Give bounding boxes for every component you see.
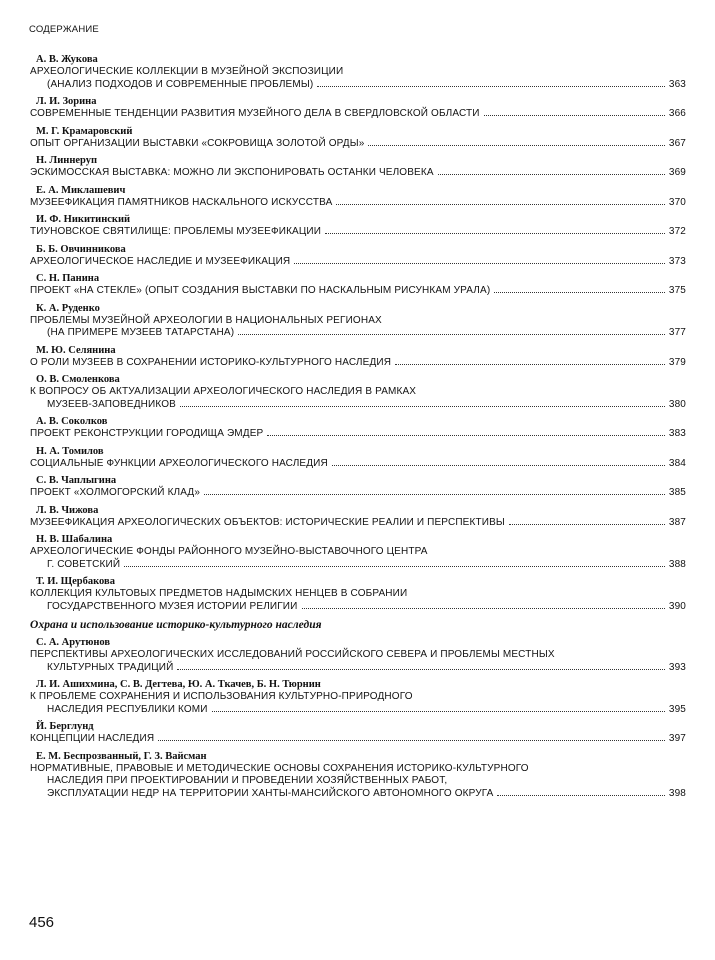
- entry-page-number: 384: [668, 457, 686, 469]
- entry-title-line: [30, 601, 686, 614]
- toc-entry: [30, 534, 686, 571]
- toc-entry: [30, 214, 686, 239]
- entry-title-text: ГОСУДАРСТВЕННОГО МУЗЕЯ ИСТОРИИ РЕЛИГИИ: [47, 600, 298, 612]
- entry-title-text: ЭКСПЛУАТАЦИИ НЕДР НА ТЕРРИТОРИИ ХАНТЫ-МАНСИЙСКОГО АВТОНОМНОГО ОКРУГА: [47, 787, 494, 799]
- dot-leader: [317, 86, 665, 87]
- dot-leader: [238, 334, 665, 335]
- dot-leader: [509, 524, 665, 525]
- entry-page-number: 366: [668, 108, 686, 119]
- dot-leader: [180, 406, 665, 407]
- entry-page-number: 385: [668, 487, 686, 498]
- dot-leader: [494, 292, 665, 293]
- entry-authors: Н. В. Шабалина: [36, 534, 113, 545]
- entry-page-number: 387: [668, 516, 686, 528]
- entry-title-line: [30, 559, 686, 572]
- dot-leader: [368, 145, 664, 146]
- toc-entry: [30, 345, 686, 370]
- entry-title-text: ПРОЕКТ РЕКОНСТРУКЦИИ ГОРОДИЩА ЭМДЕР: [30, 428, 264, 439]
- entry-title-text: МУЗЕЕВ-ЗАПОВЕДНИКОВ: [47, 398, 176, 410]
- table-of-contents: [30, 54, 686, 805]
- entry-page-number: 390: [668, 600, 686, 612]
- toc-entry: [30, 751, 686, 801]
- entry-title-text: О РОЛИ МУЗЕЕВ В СОХРАНЕНИИ ИСТОРИКО-КУЛЬТУРНОГО НАСЛЕДИЯ: [30, 356, 392, 368]
- entry-title-line: [30, 399, 686, 412]
- entry-title-line: ПЕРСПЕКТИВЫ АРХЕОЛОГИЧЕСКИХ ИССЛЕДОВАНИЙ РОССИЙСКОГО СЕВЕРА И ПРОБЛЕМЫ МЕСТНЫХ: [30, 649, 555, 660]
- entry-title-text: (НА ПРИМЕРЕ МУЗЕЕВ ТАТАРСТАНА): [47, 327, 235, 338]
- entry-page-number: 372: [668, 226, 686, 237]
- entry-title-line: АРХЕОЛОГИЧЕСКИЕ КОЛЛЕКЦИИ В МУЗЕЙНОЙ ЭКСПОЗИЦИИ: [30, 66, 344, 77]
- section-title: Охрана и использование историко-культурного наследия: [30, 619, 322, 631]
- entry-authors: Л. В. Чижова: [36, 504, 99, 516]
- toc-entry: [30, 155, 686, 180]
- running-header: СОДЕРЖАНИЕ: [29, 24, 99, 35]
- dot-leader: [484, 115, 665, 116]
- entry-authors: Л. И. Зорина: [36, 96, 97, 107]
- entry-title-text: ТИУНОВСКОЕ СВЯТИЛИЩЕ: ПРОБЛЕМЫ МУЗЕЕФИКАЦИИ: [30, 226, 322, 237]
- entry-title-text: КУЛЬТУРНЫХ ТРАДИЦИЙ: [47, 661, 174, 673]
- entry-title-line: НАСЛЕДИЯ ПРИ ПРОЕКТИРОВАНИИ И ПРОВЕДЕНИИ ХОЗЯЙСТВЕННЫХ РАБОТ,: [47, 775, 448, 786]
- entry-title-text: НАСЛЕДИЯ РЕСПУБЛИКИ КОМИ: [47, 703, 208, 715]
- entry-authors: Й. Берглунд: [36, 721, 94, 732]
- entry-title-line: [30, 704, 686, 717]
- entry-title-text: МУЗЕЕФИКАЦИЯ ПАМЯТНИКОВ НАСКАЛЬНОГО ИСКУССТВА: [30, 196, 333, 208]
- entry-page-number: 395: [668, 703, 686, 715]
- toc-entry: [30, 244, 686, 269]
- entry-title-line: НОРМАТИВНЫЕ, ПРАВОВЫЕ И МЕТОДИЧЕСКИЕ ОСНОВЫ СОХРАНЕНИЯ ИСТОРИКО-КУЛЬТУРНОГО: [30, 762, 529, 774]
- toc-entry: [30, 416, 686, 441]
- entry-title-text: ОПЫТ ОРГАНИЗАЦИИ ВЫСТАВКИ «СОКРОВИЩА ЗОЛОТОЙ ОРДЫ»: [30, 137, 365, 149]
- entry-title-line: [30, 285, 686, 298]
- toc-entry: [30, 505, 686, 530]
- entry-page-number: 369: [668, 167, 686, 178]
- entry-page-number: 375: [668, 285, 686, 296]
- entries-list: [30, 54, 686, 613]
- entry-title-text: МУЗЕЕФИКАЦИЯ АРХЕОЛОГИЧЕСКИХ ОБЪЕКТОВ: ИСТОРИЧЕСКИЕ РЕАЛИИ И ПЕРСПЕКТИВЫ: [30, 516, 505, 528]
- entry-authors: Л. И. Ашихмина, С. В. Дегтева, Ю. А. Ткачев, Б. Н. Тюрнин: [36, 679, 321, 690]
- dot-leader: [294, 263, 665, 264]
- entry-title-line: [30, 662, 686, 675]
- entry-authors: С. А. Арутюнов: [36, 637, 111, 648]
- entry-authors: Т. И. Щербакова: [36, 576, 115, 587]
- toc-entry: [30, 374, 686, 411]
- toc-entry: [30, 679, 686, 716]
- toc-entry: [30, 96, 686, 121]
- entry-authors: Е. А. Миклашевич: [36, 184, 126, 196]
- entry-page-number: 393: [668, 661, 686, 673]
- entry-title-line: ПРОБЛЕМЫ МУЗЕЙНОЙ АРХЕОЛОГИИ В НАЦИОНАЛЬНЫХ РЕГИОНАХ: [30, 314, 382, 326]
- entry-page-number: 373: [668, 255, 686, 267]
- entry-title-line: [30, 428, 686, 441]
- toc-entry: [30, 185, 686, 210]
- entry-title-text: КОНЦЕПЦИИ НАСЛЕДИЯ: [30, 733, 155, 744]
- entry-title-text: ЭСКИМОССКАЯ ВЫСТАВКА: МОЖНО ЛИ ЭКСПОНИРОВАТЬ ОСТАНКИ ЧЕЛОВЕКА: [30, 167, 434, 178]
- entry-authors: Б. Б. Овчинникова: [36, 243, 126, 255]
- toc-entry: [30, 54, 686, 91]
- entry-page-number: 383: [668, 428, 686, 439]
- entry-title-text: ПРОЕКТ «ХОЛМОГОРСКИЙ КЛАД»: [30, 487, 201, 498]
- entry-title-line: КОЛЛЕКЦИЯ КУЛЬТОВЫХ ПРЕДМЕТОВ НАДЫМСКИХ НЕНЦЕВ В СОБРАНИИ: [30, 588, 408, 599]
- entry-page-number: 377: [668, 327, 686, 338]
- entry-title-line: АРХЕОЛОГИЧЕСКИЕ ФОНДЫ РАЙОННОГО МУЗЕЙНО-ВЫСТАВОЧНОГО ЦЕНТРА: [30, 546, 428, 557]
- dot-leader: [124, 566, 665, 567]
- entry-title-line: [30, 517, 686, 530]
- entry-page-number: 380: [668, 398, 686, 410]
- entry-page-number: 363: [668, 78, 686, 90]
- dot-leader: [212, 711, 665, 712]
- entry-authors: О. В. Смоленкова: [36, 374, 120, 385]
- entry-title-line: К ВОПРОСУ ОБ АКТУАЛИЗАЦИИ АРХЕОЛОГИЧЕСКОГО НАСЛЕДИЯ В РАМКАХ: [30, 386, 417, 397]
- entry-authors: С. Н. Панина: [36, 273, 100, 284]
- section-entries-list: [30, 637, 686, 800]
- dot-leader: [332, 465, 665, 466]
- entry-authors: И. Ф. Никитинский: [36, 214, 131, 225]
- entry-authors: К. А. Руденко: [36, 302, 100, 314]
- dot-leader: [325, 233, 665, 234]
- entry-authors: М. Г. Крамаровский: [36, 125, 133, 137]
- entry-title-line: [30, 226, 686, 239]
- dot-leader: [158, 740, 665, 741]
- toc-entry: [30, 446, 686, 471]
- entry-title-text: СОВРЕМЕННЫЕ ТЕНДЕНЦИИ РАЗВИТИЯ МУЗЕЙНОГО ДЕЛА В СВЕРДЛОВСКОЙ ОБЛАСТИ: [30, 108, 480, 119]
- toc-entry: [30, 303, 686, 340]
- dot-leader: [267, 435, 665, 436]
- entry-page-number: 388: [668, 558, 686, 570]
- entry-title-text: ПРОЕКТ «НА СТЕКЛЕ» (ОПЫТ СОЗДАНИЯ ВЫСТАВКИ ПО НАСКАЛЬНЫМ РИСУНКАМ УРАЛА): [30, 285, 491, 296]
- entry-title-line: [30, 487, 686, 500]
- entry-title-line: [30, 167, 686, 180]
- dot-leader: [497, 795, 664, 796]
- dot-leader: [395, 364, 665, 365]
- entry-title-line: [30, 256, 686, 269]
- entry-page-number: 379: [668, 356, 686, 368]
- entry-authors: А. В. Жукова: [36, 54, 98, 65]
- dot-leader: [302, 608, 665, 609]
- entry-page-number: 397: [668, 733, 686, 744]
- entry-title-line: [30, 788, 686, 801]
- entry-title-text: (АНАЛИЗ ПОДХОДОВ И СОВРЕМЕННЫЕ ПРОБЛЕМЫ): [47, 78, 314, 90]
- entry-authors: С. В. Чаплыгина: [36, 475, 117, 486]
- entry-title-line: [30, 357, 686, 370]
- toc-entry: [30, 475, 686, 500]
- entry-title-line: [30, 79, 686, 92]
- page-number: 456: [29, 914, 55, 931]
- entry-title-line: К ПРОБЛЕМЕ СОХРАНЕНИЯ И ИСПОЛЬЗОВАНИЯ КУЛЬТУРНО-ПРИРОДНОГО: [30, 691, 413, 702]
- entry-title-text: СОЦИАЛЬНЫЕ ФУНКЦИИ АРХЕОЛОГИЧЕСКОГО НАСЛЕДИЯ: [30, 457, 328, 469]
- toc-entry: [30, 126, 686, 151]
- entry-title-text: Г. СОВЕТСКИЙ: [47, 558, 121, 570]
- dot-leader: [177, 669, 664, 670]
- entry-authors: Е. М. Беспрозванный, Г. З. Вайсман: [36, 750, 207, 762]
- entry-page-number: 398: [668, 787, 686, 799]
- entry-authors: А. В. Соколков: [36, 416, 108, 427]
- entry-page-number: 370: [668, 196, 686, 208]
- entry-title-line: [30, 108, 686, 121]
- dot-leader: [204, 494, 665, 495]
- entry-title-line: [30, 458, 686, 471]
- dot-leader: [336, 204, 664, 205]
- entry-title-line: [30, 197, 686, 210]
- toc-entry: [30, 721, 686, 746]
- entry-authors: Н. Линнеруп: [36, 155, 98, 166]
- toc-entry: [30, 637, 686, 674]
- dot-leader: [438, 174, 665, 175]
- entry-authors: Н. А. Томилов: [36, 445, 104, 457]
- entry-page-number: 367: [668, 137, 686, 149]
- entry-authors: М. Ю. Селянина: [36, 344, 116, 356]
- entry-title-text: АРХЕОЛОГИЧЕСКОЕ НАСЛЕДИЕ И МУЗЕЕФИКАЦИЯ: [30, 255, 291, 267]
- toc-entry: [30, 576, 686, 613]
- entry-title-line: [30, 138, 686, 151]
- entry-title-line: [30, 733, 686, 746]
- toc-entry: [30, 273, 686, 298]
- entry-title-line: [30, 327, 686, 340]
